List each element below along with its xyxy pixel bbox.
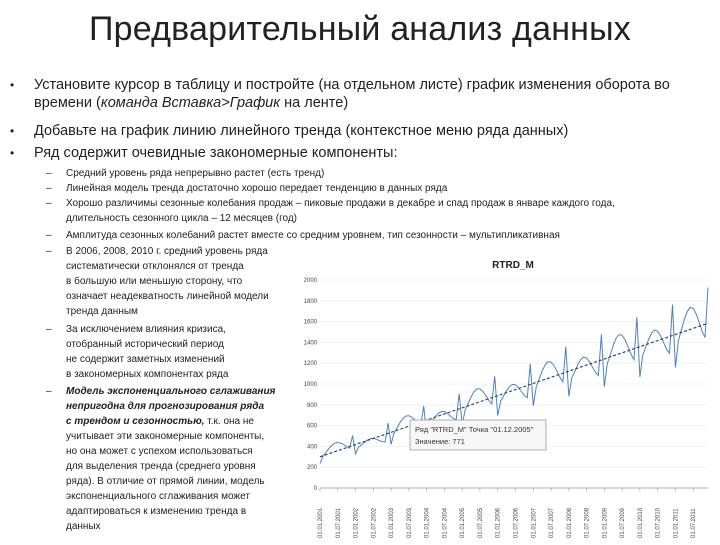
- subbullet-line: данных: [66, 521, 101, 532]
- x-tick-label: 01.07.2002: [371, 507, 378, 538]
- x-tick-label: 01.01.2006: [495, 507, 502, 538]
- x-tick-label: 01.07.2001: [335, 507, 342, 538]
- dash-icon: –: [46, 198, 52, 209]
- subbullet-line: систематически отклонялся от тренда: [66, 261, 244, 272]
- y-tick-label: 1000: [303, 382, 317, 388]
- x-tick-label: 01.01.2004: [424, 507, 431, 538]
- dash-icon: –: [46, 183, 52, 194]
- subbullet-bold-line: [66, 384, 275, 399]
- subbullet-line: отобранный исторический период: [66, 339, 224, 350]
- subbullet-line: Амплитуда сезонных колебаний растет вместе со средним уровнем, тип сезонности – мультипликативная: [66, 230, 560, 241]
- bullet-1-tail: на ленте): [280, 95, 349, 111]
- subbullet-bold-line: [66, 399, 275, 414]
- tooltip-line-1: Ряд "RTRD_M" Точка "01.12.2005": [415, 425, 534, 434]
- x-tick-label: 01.07.2010: [655, 507, 662, 538]
- subbullet-bold-line: [66, 414, 275, 429]
- chart-svg: [298, 254, 720, 540]
- bold-text: с трендом и сезонностью,: [66, 416, 205, 427]
- subbullet-line: тренда данным: [66, 306, 138, 317]
- x-tick-label: 01.07.2003: [406, 507, 413, 538]
- x-tick-label: 01.01.2002: [353, 507, 360, 538]
- y-tick-label: 0: [313, 486, 317, 492]
- subbullet-line: для выделения тренда (среднего уровня: [66, 461, 256, 472]
- subbullet-line: учитывает эти закономерные компоненты,: [66, 431, 265, 442]
- bullet-dot-icon: •: [10, 146, 15, 160]
- bullet-1-command: команда Вставка>График: [100, 95, 281, 111]
- slide-title: Предварительный анализ данных: [88, 10, 631, 48]
- x-tick-label: 01.01.2009: [602, 507, 609, 538]
- y-tick-label: 200: [306, 465, 317, 472]
- y-tick-label: 800: [306, 402, 317, 409]
- subbullet-line: За исключением влияния кризиса,: [66, 324, 226, 335]
- x-tick-label: 01.07.2011: [691, 508, 698, 538]
- subbullet-line: адаптироваться к изменению тренда в: [66, 506, 247, 517]
- bullet-item-3: [10, 144, 706, 162]
- subbullet-line: но она может с успехом использоваться: [66, 446, 253, 457]
- bold-text: непригодна для прогнозирования ряда: [66, 401, 265, 412]
- rtrd-chart[interactable]: [298, 254, 720, 540]
- bullet-2-text: Добавьте на график линию линейного тренда (контекстное меню ряда данных): [34, 123, 569, 139]
- bullet-dot-icon: •: [10, 78, 15, 92]
- chart-x-axis: [318, 488, 697, 538]
- subbullet-item-7: [46, 384, 276, 534]
- bullet-item-1: [10, 76, 706, 112]
- x-tick-label: 01.01.2003: [389, 507, 396, 538]
- y-tick-label: 1600: [303, 319, 317, 326]
- bold-text: Модель экспоненциального сглаживания: [66, 386, 276, 397]
- chart-grid: [320, 280, 708, 488]
- subbullet-item-3: [46, 196, 615, 226]
- bullet-item-2: [10, 122, 706, 140]
- subbullet-tail: т.к. она не: [204, 416, 254, 427]
- subbullet-line: означает неадекватность линейной модели: [66, 291, 269, 302]
- subbullet-line: не содержит заметных изменений: [66, 354, 225, 365]
- subbullet-line: В 2006, 2008, 2010 г. средний уровень ряда: [66, 246, 268, 257]
- dash-icon: –: [46, 230, 52, 241]
- subbullet-line: в большую или меньшую сторону, что: [66, 276, 243, 287]
- y-tick-label: 1400: [303, 340, 317, 347]
- bullet-dot-icon: •: [10, 124, 15, 138]
- x-tick-label: 01.01.2011: [673, 508, 680, 538]
- x-tick-label: 01.07.2009: [620, 507, 627, 538]
- x-tick-label: 01.07.2005: [477, 507, 484, 538]
- subbullet-line: экспоненциального сглаживания может: [66, 491, 250, 502]
- x-tick-label: 01.07.2008: [584, 507, 591, 538]
- x-tick-label: 01.01.2001: [318, 507, 324, 538]
- dash-icon: –: [46, 386, 52, 397]
- x-tick-label: 01.01.2005: [460, 507, 467, 538]
- x-tick-label: 01.07.2007: [549, 507, 556, 538]
- x-tick-label: 01.07.2006: [513, 507, 520, 538]
- x-tick-label: 01.01.2010: [637, 507, 644, 538]
- y-tick-label: 600: [306, 423, 317, 430]
- subbullet-item-4: [46, 228, 560, 243]
- y-tick-label: 1200: [303, 361, 317, 368]
- subbullet-line: Хорошо различимы сезонные колебания продаж – пиковые продажи в декабре и спад продаж в январе каждого года,: [66, 198, 615, 209]
- chart-tooltip: [410, 420, 546, 450]
- subbullet-line: Средний уровень ряда непрерывно растет (есть тренд): [66, 168, 325, 179]
- y-tick-label: 2000: [303, 278, 317, 284]
- subbullet-line: в закономерных компонентах ряда: [66, 369, 229, 380]
- y-tick-label: 1800: [303, 298, 317, 305]
- bullet-3-text: Ряд содержит очевидные закономерные компоненты:: [34, 145, 398, 161]
- dash-icon: –: [46, 246, 52, 257]
- dash-icon: –: [46, 168, 52, 179]
- bullet-1-text: Установите курсор в таблицу и постройте (на отдельном листе) график изменения оборота во времени (: [34, 77, 670, 111]
- tooltip-line-2: Значение: 771: [415, 437, 465, 446]
- subbullet-line: длительность сезонного цикла – 12 месяцев (год): [66, 213, 298, 224]
- subbullet-item-6: [46, 322, 229, 382]
- dash-icon: –: [46, 324, 52, 335]
- subbullet-line: ряда). В отличие от прямой линии, модель: [66, 476, 265, 487]
- y-tick-label: 400: [306, 444, 317, 451]
- x-tick-label: 01.01.2008: [566, 507, 573, 538]
- chart-y-axis: [304, 278, 318, 492]
- subbullet-line: Линейная модель тренда достаточно хорошо передает тенденцию в данных ряда: [66, 183, 448, 194]
- chart-title: RTRD_M: [492, 260, 534, 271]
- subbullet-item-5: [46, 244, 269, 319]
- subbullet-item-2: [46, 181, 448, 196]
- x-tick-label: 01.07.2004: [442, 507, 449, 538]
- subbullet-item-1: [46, 166, 325, 181]
- x-tick-label: 01.01.2007: [531, 507, 538, 538]
